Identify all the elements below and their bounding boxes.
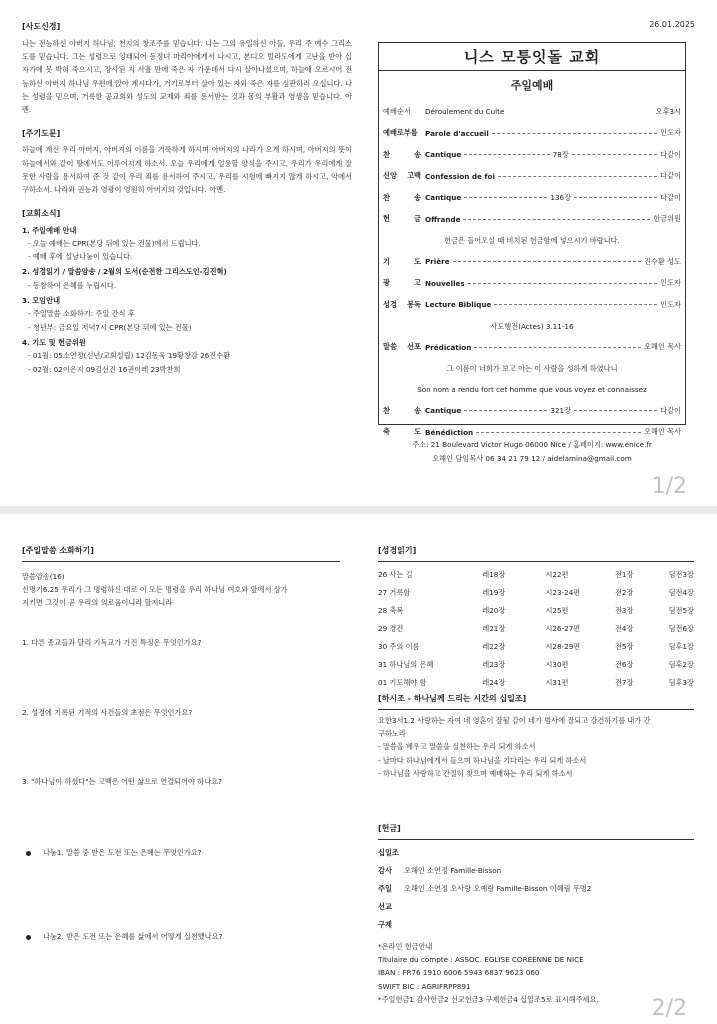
order-label: 예배로부름 <box>383 128 418 138</box>
creed-title: [사도신경] <box>22 22 61 31</box>
tithe-line: - 날마다 하나님에게서 들으며 하나님을 기다리는 우리 되게 하소서 <box>378 755 587 765</box>
creed-text: 나는 전능하신 아버지 하나님, 천지의 창조주를 믿습니다. 나는 그의 유일하신 아들, 우리 주 예수 그리스도를 믿습니다. 그는 성령으로 잉태되어 동정녀 마리아에게서 나시고, 본디오 빌라도에게 고난을 받아 십자가에 못 박혀 죽으시고, 장사된 지 사흘 만에 죽은 자 가운데서 다시 살아나셨으며, 하늘에 오르시어 전능하신 아버지 하나님 우편에 앉아 계시다가, 거기로부터 살아 있는 자와 죽은 자를 심판하러 오십니다. 나는 성령을 믿으며, 거룩한 공교회와 성도의 교제와 죄를 용서받는 것과 몸의 부활과 영생을 믿습니다. 아멘. <box>22 38 352 115</box>
service-title: 주일예배 <box>510 79 554 92</box>
order-item-name: Prière <box>425 257 450 267</box>
order-leader: 인도자 <box>660 128 681 138</box>
order-item-name: Cantique <box>425 150 462 160</box>
church-address: 주소: 21 Boulevard Victor Hugo 06000 Nice / 홈페이지: www.enice.fr <box>412 440 652 449</box>
order-label: 찬 송 <box>383 149 421 159</box>
reading-cell: 28 축복 <box>378 606 404 616</box>
leader-dots <box>572 154 657 155</box>
order-leader: 진수환 성도 <box>643 256 681 266</box>
order-note: 사도행전(Actes) 3.11-16 <box>490 321 574 331</box>
divider <box>378 709 694 710</box>
share-2 <box>26 932 222 942</box>
digest-title: [주일말씀 소화하기] <box>22 546 94 555</box>
leader-dots <box>463 219 650 220</box>
order-item-name: Prédication <box>425 342 472 352</box>
reading-cell: 시23-24편 <box>545 588 581 598</box>
reading-cell: 딤후3장 <box>668 678 694 688</box>
reading-title: [성경읽기] <box>378 546 417 555</box>
reading-cell: 레23장 <box>482 660 506 670</box>
tithe-title: [하시조 - 하나님께 드리는 시간의 십일조] <box>378 694 527 703</box>
reading-cell: 전2장 <box>614 588 634 598</box>
divider <box>378 561 694 562</box>
order-leader: 인도자 <box>660 278 681 288</box>
order-item-name: Nouvelles <box>425 278 465 288</box>
offering-row <box>378 916 694 934</box>
reading-cell: 26 사는 길 <box>378 570 413 580</box>
order-label: 헌 금 <box>383 214 421 224</box>
order-leader: 다같이 <box>660 171 681 181</box>
reading-cell: 전3장 <box>614 606 634 616</box>
bullet-icon <box>26 935 31 940</box>
offering-type: 주일 <box>378 884 392 894</box>
order-item-name: Cantique <box>425 193 462 203</box>
share-1 <box>26 848 202 858</box>
offering-type: 십일조 <box>378 848 399 858</box>
offering-type: 감사 <box>378 866 392 876</box>
leader-dots <box>464 154 549 155</box>
offering-row <box>378 862 694 880</box>
church-news-title: [교회소식] <box>22 208 61 218</box>
memory-label: 말씀암송(16) <box>22 571 65 581</box>
reading-row <box>378 656 694 674</box>
reading-cell: 시28-29편 <box>545 642 581 652</box>
leader-dots <box>498 176 657 177</box>
news-line: - 예배 후에 설날나눔이 있습니다. <box>28 252 133 262</box>
reading-cell: 01 기도해야 함 <box>378 678 427 688</box>
page-number: 2/2 <box>651 996 687 1021</box>
order-item-name: Bénédiction <box>425 427 474 437</box>
order-row <box>379 400 685 422</box>
reading-cell: 딤전6장 <box>668 624 694 634</box>
news-heading: 3. 모임안내 <box>22 296 61 306</box>
order-item <box>421 428 644 437</box>
order-item-name: Parole d'accueil <box>425 128 489 138</box>
memory-verse: 신명기6.25 우리가 그 명령하신 대로 이 모든 명령을 우리 하나님 여호와 앞에서 삼가 <box>22 585 288 595</box>
tithe-section <box>378 692 694 780</box>
order-leader: 헌금위원 <box>653 214 681 224</box>
order-row <box>379 209 685 231</box>
news-heading: 4. 기도 및 헌금위원 <box>22 338 86 348</box>
news-heading: 1. 주일예배 안내 <box>22 225 77 235</box>
order-note: Son nom a rendu fort cet homme que vous voyez et connaissez <box>417 385 647 394</box>
reading-cell: 시22편 <box>545 570 569 580</box>
news-item <box>22 265 352 292</box>
order-item <box>421 300 660 309</box>
reading-cell: 딤전4장 <box>668 588 694 598</box>
reading-cell: 딤후1장 <box>668 642 694 652</box>
page-one <box>0 0 717 506</box>
news-line: - 동참하여 은혜를 누립시다. <box>28 280 117 290</box>
order-leader: 오후3시 <box>655 106 681 116</box>
page-two <box>0 514 717 1024</box>
news-item <box>22 224 352 264</box>
order-item <box>421 129 660 138</box>
lords-prayer-title: [주기도문] <box>22 128 61 138</box>
order-label: 신앙 고백 <box>383 171 421 181</box>
order-note: 그 이름이 너희가 보고 아는 이 사람을 성하게 하였나니 <box>446 364 618 373</box>
reading-section <box>378 544 694 692</box>
order-row <box>379 273 685 295</box>
reading-cell: 시31편 <box>545 678 569 688</box>
offering-type: 선교 <box>378 902 392 912</box>
share-text: 나눔2. 받은 도전 또는 은혜를 삶에서 어떻게 실천했나요? <box>43 932 223 941</box>
order-label: 성경 봉독 <box>383 299 421 309</box>
order-label: 찬 송 <box>383 405 421 415</box>
offering-section <box>378 822 694 1006</box>
worship-order-list <box>379 101 685 443</box>
offering-row <box>378 880 694 898</box>
offering-type: 구제 <box>378 920 392 930</box>
news-line: - 오늘 예배는 CPR(본당 뒤에 있는 건물)에서 드립니다. <box>28 238 201 248</box>
hymn-number: 321장 <box>550 405 572 415</box>
order-row <box>379 166 685 188</box>
reading-cell: 딤전3장 <box>668 570 694 580</box>
reading-cell: 시25편 <box>545 606 569 616</box>
order-row <box>379 337 685 359</box>
reading-cell: 27 거룩함 <box>378 588 411 598</box>
tithe-line: - 하나님을 사랑하고 간절히 찾으며 예배하는 우리 되게 하소서 <box>378 769 573 779</box>
leader-dots <box>474 347 641 348</box>
question-1: 1. 다른 종교들과 달리 기독교가 가진 특징은 무엇인가요? <box>22 638 202 647</box>
reading-cell: 레18장 <box>482 570 506 580</box>
tithe-verse: 요한3서1.2 사랑하는 자여 네 영혼이 잘됨 같이 네가 범사에 잘되고 강건하기를 내가 간 <box>378 715 651 725</box>
order-item <box>421 215 653 224</box>
news-line: - 01월: 05소연정(신년/교회설립) 12김동욱 19황창감 26진수환 <box>28 351 231 361</box>
order-row <box>379 101 685 123</box>
order-label: 말씀 선포 <box>383 342 421 352</box>
leader-dots <box>492 133 657 134</box>
offering-row <box>378 844 694 862</box>
reading-row <box>378 584 694 602</box>
order-item <box>421 172 660 181</box>
order-row <box>379 187 685 209</box>
order-item <box>421 257 644 266</box>
order-note: 헌금은 들어오실 때 비치된 헌금함에 넣으시기 바랍니다. <box>444 236 620 245</box>
leader-dots <box>453 261 641 262</box>
reading-cell: 전7장 <box>614 678 634 688</box>
divider <box>378 839 694 840</box>
question-2: 2. 성경에 기록된 기적의 사건들의 초점은 무엇인가요? <box>22 708 193 717</box>
order-item <box>421 406 660 416</box>
reading-cell: 시26-27편 <box>545 624 581 634</box>
reading-cell: 29 경건 <box>378 624 404 634</box>
pastor-contact: 오해인 담임목사 06 34 21 79 12 / aidelamina@gmail.com <box>432 453 632 463</box>
order-label: 축 도 <box>383 427 421 437</box>
reading-cell: 시30편 <box>545 660 569 670</box>
online-title: *온라인 헌금안내 <box>378 941 433 951</box>
hymn-number: 136장 <box>550 192 572 202</box>
church-name: 니스 모퉁잇돌 교회 <box>379 43 685 71</box>
reading-cell: 전6장 <box>614 660 634 670</box>
leader-dots <box>468 283 657 284</box>
worship-order-box <box>378 42 686 437</box>
reading-cell: 레22장 <box>482 642 506 652</box>
order-leader: 오해인 목사 <box>643 427 681 437</box>
leader-dots <box>464 197 547 198</box>
order-item <box>421 193 660 203</box>
divider <box>22 561 340 562</box>
leader-dots <box>494 304 657 305</box>
page-number: 1/2 <box>651 474 687 499</box>
order-row <box>379 251 685 273</box>
leader-dots <box>574 197 657 198</box>
church-footer <box>378 438 686 465</box>
news-item <box>22 294 352 334</box>
reading-cell: 전5장 <box>614 642 634 652</box>
reading-cell: 31 하나님의 은혜 <box>378 660 434 670</box>
share-text: 나눔1. 말씀 중 받은 도전 또는 은혜는 무엇인가요? <box>43 848 202 857</box>
memory-verse: 지키면 그것이 곧 우리의 의로움이니라 할지니라 <box>22 598 173 608</box>
iban: IBAN : FR76 1910 6006 5943 6837 9623 060 <box>378 968 540 978</box>
reading-cell: 레21장 <box>482 624 506 634</box>
order-item-name: Lecture Biblique <box>425 300 492 310</box>
reading-row <box>378 566 694 584</box>
order-leader: 다같이 <box>660 405 681 415</box>
news-line: - 주일말씀 소화하기: 주일 간식 후 <box>28 309 135 319</box>
order-row <box>379 123 685 145</box>
bulletin-date: 26.01.2025 <box>649 20 695 29</box>
reading-row <box>378 674 694 692</box>
news-line: - 청년부: 금요일 저녁7시 CPR(본당 뒤에 있는 건물) <box>28 322 192 332</box>
tithe-line: - 말씀을 배우고 말씀을 실천하는 우리 되게 하소서 <box>378 742 536 752</box>
account-holder: Titulaire du compte : ASSOC. EGLISE COREENNE DE NICE <box>378 955 584 965</box>
reading-table <box>378 566 694 692</box>
offering-title: [헌금] <box>378 824 401 833</box>
swift: SWIFT BIC : AGRIFRPP891 <box>378 981 471 991</box>
reading-row <box>378 602 694 620</box>
leader-dots <box>476 432 641 433</box>
order-leader: 다같이 <box>660 149 681 159</box>
order-leader: 인도자 <box>660 299 681 309</box>
order-leader: 오해인 목사 <box>643 342 681 352</box>
reading-cell: 레19장 <box>482 588 506 598</box>
reading-row <box>378 638 694 656</box>
order-label: 광 고 <box>383 278 421 288</box>
digest-section <box>22 544 340 610</box>
news-item <box>22 336 352 376</box>
reading-cell: 레20장 <box>482 606 506 616</box>
bullet-icon <box>26 851 31 856</box>
tithe-verse: 구하노라 <box>378 729 406 739</box>
reading-cell: 전4장 <box>614 624 634 634</box>
reading-cell: 30 주의 이름 <box>378 642 420 652</box>
offering-list <box>378 844 694 934</box>
news-line: - 02월: 02이은지 09김선진 16권이레 23박찬희 <box>28 364 181 374</box>
order-row <box>379 294 685 316</box>
order-leader: 다같이 <box>660 192 681 202</box>
offering-names: 오해인 소연정 오사랑 오예랑 Famille-Bisson 이혜림 무명2 <box>404 884 592 894</box>
order-item <box>421 107 656 116</box>
reading-cell: 딤전5장 <box>668 606 694 616</box>
order-label: 찬 송 <box>383 192 421 202</box>
order-label: 예배순서 <box>383 106 411 116</box>
hymn-number: 78장 <box>552 149 569 159</box>
reading-row <box>378 620 694 638</box>
order-item-name: Cantique <box>425 406 462 416</box>
order-item <box>421 150 660 160</box>
order-item-name: Confession de foi <box>425 171 495 181</box>
question-3: 3. "하나님이 하셨다"는 고백은 어떤 삶으로 연결되어야 하나요? <box>22 777 222 786</box>
lords-prayer-text: 하늘에 계신 우리 아버지, 아버지의 이름을 거룩하게 하시며 아버지의 나라가 오게 하시며, 아버지의 뜻이 하늘에서와 같이 땅에서도 이루어지게 하소서. 오늘 우리에게 일용할 양식을 주시고, 우리가 우리에게 잘못한 사람을 용서하여 준 것 같이 우리 죄를 용서하여 주시고, 우리를 시험에 빠지지 않게 하시고, 악에서 구하소서. 나라와 권능과 영광이 영원히 아버지의 것입니다. 아멘. <box>22 145 352 195</box>
news-heading: 2. 성경읽기 / 말씀암송 / 2월의 도서(순전한 그리스도인-김진혁) <box>22 267 227 277</box>
reading-cell: 레24장 <box>482 678 506 688</box>
leader-dots <box>464 410 547 411</box>
order-label: 기 도 <box>383 256 421 266</box>
order-item-name: Déroulement du Culte <box>425 107 505 117</box>
offering-note: *주일헌금1 감사헌금2 선교헌금3 구제헌금4 십일조5로 표시해주세요. <box>378 995 599 1005</box>
reading-cell: 딤후2장 <box>668 660 694 670</box>
order-item-name: Offrande <box>425 214 461 224</box>
reading-cell: 전1장 <box>614 570 634 580</box>
offering-row <box>378 898 694 916</box>
order-item <box>421 343 644 352</box>
order-item <box>421 279 660 288</box>
left-column <box>22 20 352 376</box>
order-row <box>379 144 685 166</box>
offering-names: 오해인 소연정 Famille-Bisson <box>404 866 502 876</box>
leader-dots <box>574 410 657 411</box>
